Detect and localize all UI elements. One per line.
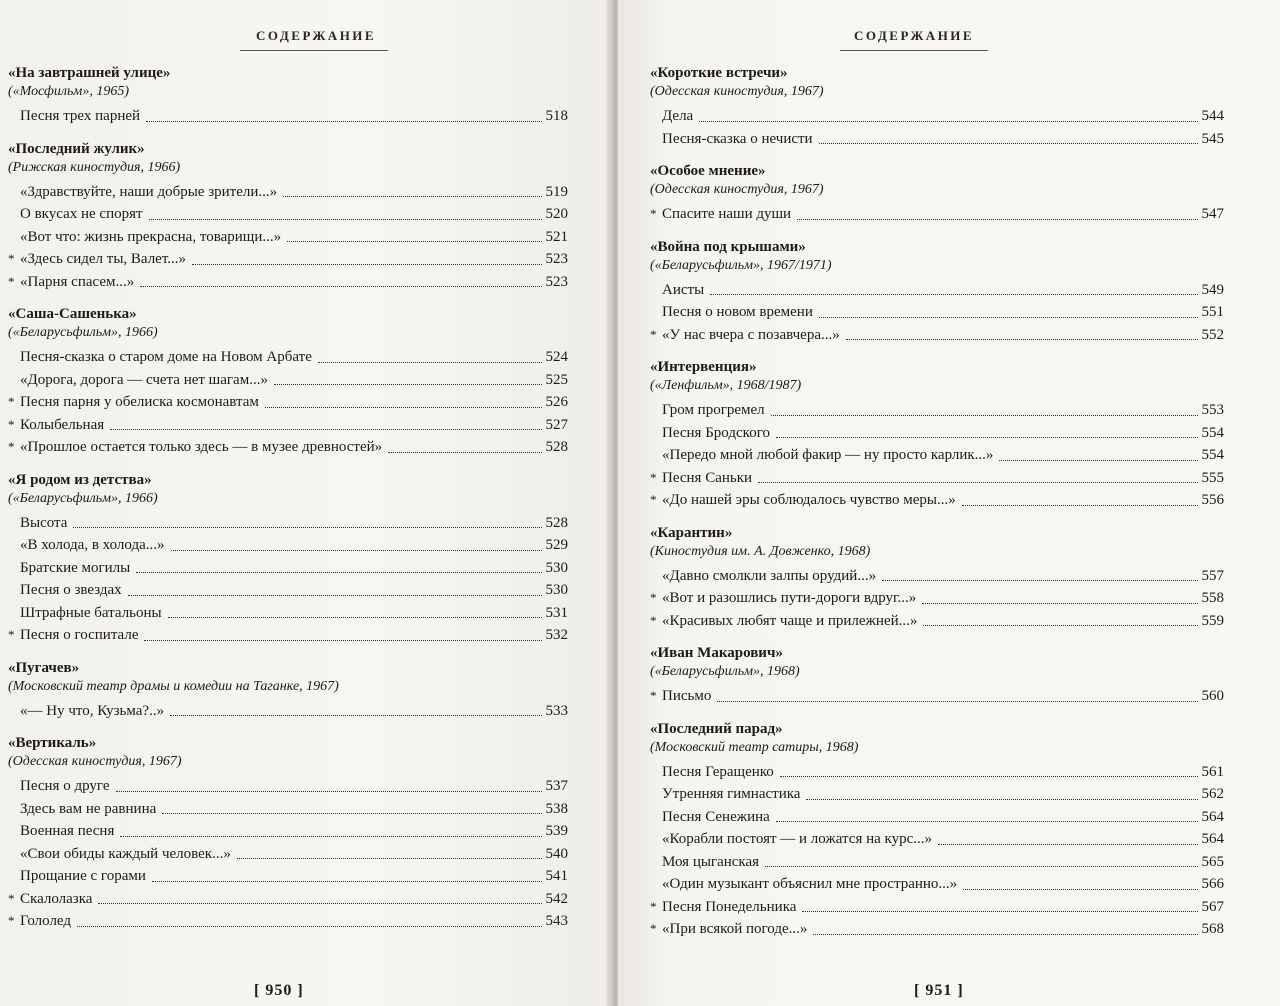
- entry-page: 543: [545, 913, 568, 929]
- entry-title: «Прошлое остается только здесь — в музее древностей»: [20, 439, 383, 455]
- toc-entry: [650, 896, 1224, 919]
- asterisk-mark: *: [650, 206, 657, 221]
- toc-entry: [8, 865, 568, 888]
- dot-leader: [962, 504, 1198, 506]
- entry-page: 531: [545, 604, 568, 621]
- toc-entry: [650, 422, 1224, 445]
- asterisk-mark: *: [650, 688, 657, 703]
- section-source: (Московский театр драмы и комедии на Таганке, 1967): [8, 678, 339, 694]
- toc-section: [650, 64, 1224, 150]
- entry-page: 526: [545, 394, 568, 410]
- entry-title: «— Ну что, Кузьма?..»: [20, 702, 165, 719]
- entry-title: «Передо мной любой факир — ну просто карлик...»: [662, 447, 994, 463]
- entry-title: Песня о новом времени: [662, 304, 813, 320]
- asterisk-mark: *: [650, 492, 657, 507]
- dot-leader: [819, 142, 1198, 144]
- dot-leader: [98, 902, 541, 904]
- toc-entry: [8, 203, 568, 226]
- entry-title: Дела: [662, 108, 694, 124]
- entry-page: 525: [545, 371, 568, 388]
- toc-entry: [8, 436, 568, 459]
- entry-page: 552: [1201, 326, 1224, 343]
- toc-entry: [8, 820, 568, 843]
- entry-page: 562: [1201, 786, 1224, 802]
- entry-title: Песня о звездах: [20, 582, 122, 598]
- entry-page: 541: [545, 868, 568, 884]
- section-source: (Одесская киностудия, 1967): [650, 182, 824, 197]
- section-title: «Последний жулик»: [8, 140, 145, 157]
- toc-entry: [8, 512, 568, 535]
- entry-title: «У нас вчера с позавчера...»: [662, 326, 840, 343]
- toc-section: [650, 358, 1224, 512]
- dot-leader: [797, 218, 1197, 220]
- toc-entry: [8, 775, 568, 798]
- entry-title: Военная песня: [20, 823, 115, 839]
- entry-page: 528: [545, 439, 568, 455]
- asterisk-mark: *: [650, 921, 657, 936]
- dot-leader: [73, 526, 541, 528]
- entry-page: 556: [1201, 492, 1224, 508]
- section-title: «Иван Макарович»: [650, 645, 783, 661]
- toc-section: [650, 162, 1224, 226]
- toc-entry: [8, 391, 568, 414]
- toc-entry: [8, 798, 568, 821]
- toc-entry: [650, 783, 1224, 806]
- entry-title: «Корабли постоят — и ложатся на курс...»: [662, 831, 933, 847]
- entry-page: 565: [1201, 853, 1224, 870]
- section-title: «Вертикаль»: [8, 735, 97, 751]
- entry-title: «Здесь сидел ты, Валет...»: [20, 251, 187, 267]
- entry-title: Песня Понедельника: [662, 898, 797, 915]
- toc-entry: [8, 369, 568, 392]
- toc-entry: [650, 279, 1224, 302]
- entry-page: 559: [1201, 612, 1224, 629]
- entry-page: 521: [545, 228, 568, 245]
- entry-title: Скалолазка: [20, 890, 93, 907]
- toc-entry: [650, 610, 1224, 633]
- entry-page: 553: [1201, 402, 1224, 418]
- entry-title: «В холода, в холода...»: [20, 537, 165, 553]
- dot-leader: [710, 293, 1197, 295]
- dot-leader: [999, 459, 1197, 461]
- entry-page: 540: [545, 845, 568, 862]
- toc-entry: [8, 700, 568, 723]
- toc-section: [8, 471, 568, 647]
- entry-page: 538: [545, 800, 568, 817]
- left-page: [0, 0, 612, 1006]
- section-title: «Война под крышами»: [650, 238, 806, 255]
- entry-page: 554: [1201, 447, 1224, 463]
- dot-leader: [922, 602, 1197, 604]
- entry-page: 523: [545, 251, 568, 267]
- entry-title: «Парня спасем...»: [20, 273, 135, 290]
- entry-page: 561: [1201, 763, 1224, 780]
- toc-entry: [8, 910, 568, 933]
- section-title: «Последний парад»: [650, 720, 783, 737]
- dot-leader: [776, 436, 1198, 438]
- page-number: [ 951 ]: [914, 982, 964, 999]
- entry-title: «Дорога, дорога — счета нет шагам...»: [20, 371, 268, 388]
- dot-leader: [846, 338, 1198, 340]
- toc-entry: [650, 203, 1224, 226]
- dot-leader: [963, 888, 1197, 890]
- head-rule: [840, 50, 988, 51]
- toc-section: [8, 734, 568, 933]
- toc-entry: [650, 128, 1224, 151]
- entry-title: Песня Геращенко: [662, 763, 774, 780]
- toc-entry: [8, 579, 568, 602]
- dot-leader: [758, 481, 1197, 483]
- section-title: «Я родом из детства»: [8, 471, 152, 488]
- dot-leader: [237, 857, 542, 859]
- section-source: («Мосфильм», 1965): [8, 84, 130, 99]
- toc-entry: [650, 873, 1224, 896]
- toc-section: [650, 720, 1224, 941]
- entry-title: Песня о друге: [20, 778, 110, 794]
- entry-title: Гололед: [20, 913, 72, 929]
- section-source: («Ленфильм», 1968/1987): [650, 378, 802, 393]
- dot-leader: [287, 240, 541, 242]
- section-source: (Одесская киностудия, 1967): [650, 84, 824, 99]
- entry-page: 564: [1201, 831, 1224, 847]
- dot-leader: [802, 910, 1197, 912]
- dot-leader: [283, 195, 541, 197]
- entry-page: 533: [545, 702, 568, 719]
- toc-entry: [8, 181, 568, 204]
- asterisk-mark: *: [8, 394, 15, 409]
- toc-section: [650, 524, 1224, 633]
- dot-leader: [136, 571, 541, 573]
- section-title: «Особое мнение»: [650, 163, 766, 179]
- toc-entry: [8, 271, 568, 294]
- asterisk-mark: *: [8, 890, 15, 906]
- entry-page: 567: [1201, 898, 1224, 915]
- toc-entry: [650, 685, 1224, 708]
- toc-entry: [650, 467, 1224, 490]
- entry-title: «Красивых любят чаще и прилежней...»: [662, 612, 918, 629]
- section-title: «На завтрашней улице»: [8, 65, 171, 81]
- asterisk-mark: *: [8, 627, 15, 642]
- dot-leader: [128, 594, 542, 596]
- entry-title: Песня о госпитале: [20, 627, 139, 643]
- toc-entry: [8, 346, 568, 369]
- dot-leader: [771, 414, 1198, 416]
- entry-title: Письмо: [662, 688, 712, 704]
- toc-entry: [650, 851, 1224, 874]
- toc-entry: [650, 918, 1224, 941]
- entry-page: 528: [545, 514, 568, 531]
- dot-leader: [265, 406, 542, 408]
- entry-page: 566: [1201, 876, 1224, 892]
- section-source: («Беларусьфильм», 1967/1971): [650, 257, 832, 273]
- entry-page: 539: [545, 823, 568, 839]
- entry-page: 555: [1201, 469, 1224, 486]
- entry-page: 532: [545, 627, 568, 643]
- entry-page: 529: [545, 537, 568, 553]
- toc-entry: [650, 828, 1224, 851]
- dot-leader: [274, 383, 542, 385]
- entry-page: 554: [1201, 424, 1224, 441]
- entry-page: 523: [545, 273, 568, 290]
- dot-leader: [140, 285, 541, 287]
- entry-page: 558: [1201, 590, 1224, 606]
- toc-entry: [8, 888, 568, 911]
- entry-title: Братские могилы: [20, 559, 131, 576]
- entry-page: 544: [1201, 108, 1224, 124]
- entry-title: Песня Саньки: [662, 469, 753, 486]
- section-source: («Беларусьфильм», 1966): [8, 325, 158, 340]
- entry-title: «Вот что: жизнь прекрасна, товарищи...»: [20, 228, 282, 245]
- dot-leader: [819, 316, 1198, 318]
- dot-leader: [717, 700, 1197, 702]
- dot-leader: [938, 843, 1197, 845]
- running-head: СОДЕРЖАНИЕ: [256, 28, 377, 43]
- entry-title: «До нашей эры соблюдалось чувство меры...»: [662, 492, 956, 508]
- entry-title: Спасите наши души: [662, 206, 792, 222]
- toc-section: [650, 644, 1224, 708]
- page-number: [ 950 ]: [254, 982, 304, 999]
- entry-title: Аисты: [662, 281, 705, 298]
- entry-title: Здесь вам не равнина: [20, 800, 157, 817]
- entry-title: Утренняя гимнастика: [662, 786, 801, 802]
- asterisk-mark: *: [650, 898, 657, 914]
- entry-title: О вкусах не спорят: [20, 206, 143, 222]
- entry-page: 557: [1201, 567, 1224, 584]
- asterisk-mark: *: [650, 612, 657, 628]
- toc-entry: [650, 489, 1224, 512]
- entry-page: 545: [1201, 130, 1224, 147]
- entry-title: Высота: [20, 514, 68, 531]
- section-source: (Московский театр сатиры, 1968): [650, 739, 859, 755]
- entry-page: 530: [545, 582, 568, 598]
- dot-leader: [170, 714, 541, 716]
- asterisk-mark: *: [8, 416, 15, 432]
- entry-page: 542: [545, 890, 568, 907]
- dot-leader: [192, 263, 541, 265]
- section-title: «Карантин»: [650, 524, 733, 541]
- asterisk-mark: *: [8, 913, 15, 928]
- entry-page: 547: [1201, 206, 1224, 222]
- dot-leader: [813, 933, 1197, 935]
- toc-entry: [8, 624, 568, 647]
- section-title: «Короткие встречи»: [650, 65, 788, 81]
- toc-section: [650, 238, 1224, 347]
- toc-entry: [8, 226, 568, 249]
- toc-entry: [8, 843, 568, 866]
- section-title: «Интервенция»: [650, 359, 757, 375]
- entry-page: 549: [1201, 281, 1224, 298]
- entry-page: 551: [1201, 304, 1224, 320]
- toc-section: [8, 64, 568, 128]
- dot-leader: [388, 451, 541, 453]
- entry-page: 520: [545, 206, 568, 222]
- toc-section: [8, 305, 568, 459]
- dot-leader: [699, 120, 1197, 122]
- entry-page: 537: [545, 778, 568, 794]
- section-source: (Рижская киностудия, 1966): [8, 159, 181, 175]
- toc-entry: [650, 806, 1224, 829]
- section-title: «Саша-Сашенька»: [8, 306, 137, 322]
- asterisk-mark: *: [650, 590, 657, 605]
- entry-page: 524: [545, 349, 568, 365]
- toc-entry: [650, 565, 1224, 588]
- entry-title: «Здравствуйте, наши добрые зрители...»: [20, 183, 278, 200]
- dot-leader: [162, 812, 541, 814]
- section-source: («Беларусьфильм», 1968): [650, 664, 800, 679]
- entry-title: Песня парня у обелиска космонавтам: [20, 394, 259, 410]
- asterisk-mark: *: [8, 439, 15, 454]
- entry-page: 518: [545, 108, 568, 124]
- right-page: [618, 0, 1280, 1006]
- section-source: (Киностудия им. А. Довженко, 1968): [650, 543, 871, 559]
- toc-entry: [650, 587, 1224, 610]
- asterisk-mark: *: [650, 469, 657, 485]
- toc-entry: [8, 414, 568, 437]
- toc-section: [8, 140, 568, 294]
- dot-leader: [780, 775, 1198, 777]
- dot-leader: [171, 549, 542, 551]
- toc-list: [650, 64, 1224, 953]
- entry-title: «Один музыкант объяснил мне пространно...»: [662, 876, 958, 892]
- dot-leader: [776, 820, 1198, 822]
- toc-entry: [650, 105, 1224, 128]
- entry-title: Гром прогремел: [662, 402, 765, 418]
- toc-entry: [650, 761, 1224, 784]
- toc-entry: [650, 301, 1224, 324]
- dot-leader: [144, 639, 541, 641]
- entry-title: Прощание с горами: [20, 868, 146, 884]
- entry-page: 564: [1201, 808, 1224, 825]
- entry-page: 568: [1201, 921, 1224, 937]
- entry-title: «Свои обиды каждый человек...»: [20, 845, 231, 862]
- toc-entry: [8, 602, 568, 625]
- toc-entry: [650, 324, 1224, 347]
- entry-title: Песня-сказка о старом доме на Новом Арбате: [20, 349, 312, 365]
- entry-title: Песня трех парней: [20, 108, 141, 124]
- entry-title: Песня Бродского: [662, 424, 770, 441]
- entry-title: Песня Сенежина: [662, 808, 770, 825]
- head-rule: [240, 50, 388, 51]
- entry-page: 560: [1201, 688, 1224, 704]
- toc-entry: [650, 399, 1224, 422]
- dot-leader: [882, 579, 1197, 581]
- dot-leader: [146, 120, 541, 122]
- toc-entry: [650, 444, 1224, 467]
- asterisk-mark: *: [8, 251, 15, 266]
- section-source: (Одесская киностудия, 1967): [8, 754, 182, 769]
- entry-title: «При всякой погоде...»: [662, 921, 808, 937]
- dot-leader: [152, 880, 542, 882]
- entry-title: Штрафные батальоны: [20, 604, 162, 621]
- entry-title: Песня-сказка о нечисти: [662, 130, 813, 147]
- asterisk-mark: *: [650, 326, 657, 342]
- dot-leader: [318, 361, 542, 363]
- entry-page: 519: [545, 183, 568, 200]
- entry-title: Колыбельная: [20, 416, 105, 433]
- dot-leader: [149, 218, 542, 220]
- asterisk-mark: *: [8, 273, 15, 289]
- dot-leader: [116, 790, 542, 792]
- dot-leader: [806, 798, 1197, 800]
- dot-leader: [923, 624, 1197, 626]
- section-title: «Пугачев»: [8, 659, 80, 676]
- entry-title: «Вот и разошлись пути-дороги вдруг...»: [662, 590, 917, 606]
- dot-leader: [120, 835, 541, 837]
- entry-title: Моя цыганская: [662, 853, 760, 870]
- toc-entry: [8, 105, 568, 128]
- dot-leader: [168, 616, 542, 618]
- running-head: СОДЕРЖАНИЕ: [854, 28, 975, 43]
- dot-leader: [110, 428, 541, 430]
- entry-page: 530: [545, 559, 568, 576]
- toc-entry: [8, 248, 568, 271]
- toc-list: [8, 64, 568, 945]
- dot-leader: [77, 925, 541, 927]
- entry-page: 527: [545, 416, 568, 433]
- section-source: («Беларусьфильм», 1966): [8, 490, 158, 506]
- toc-entry: [8, 534, 568, 557]
- toc-section: [8, 659, 568, 723]
- toc-entry: [8, 557, 568, 580]
- entry-title: «Давно смолкли залпы орудий...»: [662, 567, 877, 584]
- dot-leader: [765, 865, 1197, 867]
